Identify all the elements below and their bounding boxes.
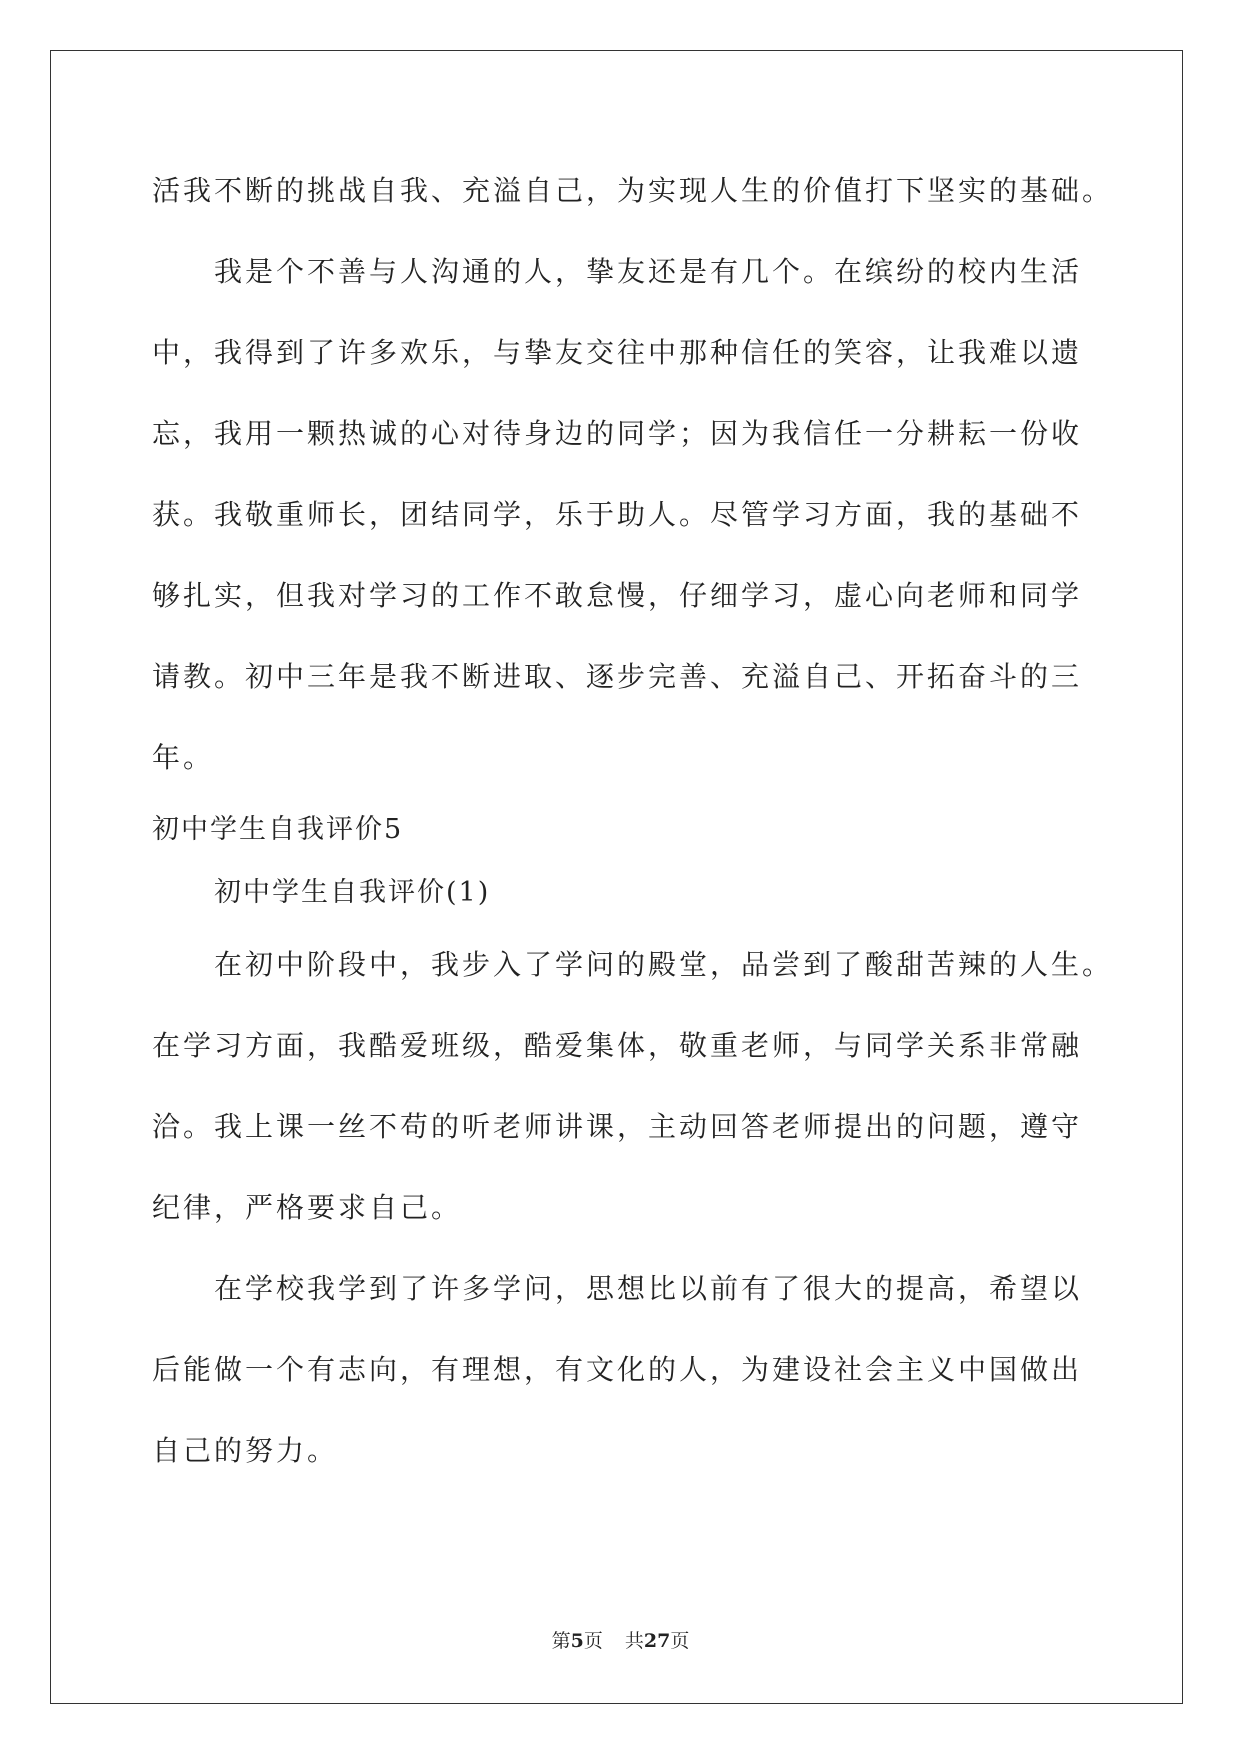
paragraph-line: 后能做一个有志向，有理想，有文化的人，为建设社会主义中国做出 [152, 1353, 1083, 1386]
paragraph-line: 在学习方面，我酷爱班级，酷爱集体，敬重老师，与同学关系非常融 [152, 1029, 1083, 1062]
total-suffix: 页 [670, 1630, 690, 1652]
paragraph [152, 924, 1114, 1248]
paragraph-line: 在学校我学到了许多学问，思想比以前有了很大的提高，希望以 [214, 1272, 1083, 1305]
paragraph [152, 1248, 1092, 1491]
paragraph-line: 纪律，严格要求自己。 [152, 1191, 463, 1224]
paragraph-line: 自己的努力。 [152, 1434, 339, 1467]
page-suffix: 页 [583, 1630, 603, 1652]
paragraph-line: 年。 [152, 741, 215, 774]
document-body [152, 150, 1114, 1491]
section-title: 初中学生自我评价5 [152, 814, 404, 845]
total-pages: 27 [643, 1630, 671, 1652]
paragraph-line: 中，我得到了许多欢乐，与挚友交往中那种信任的笑容，让我难以遗 [152, 336, 1083, 369]
paragraph-line: 获。我敬重师长，团结同学，乐于助人。尽管学习方面，我的基础不 [152, 498, 1083, 531]
paragraph-line: 忘，我用一颗热诚的心对待身边的同学；因为我信任一分耕耘一份收 [152, 417, 1083, 450]
subsection-title: 初中学生自我评价(1) [214, 877, 491, 908]
paragraph-line: 够扎实，但我对学习的工作不敢怠慢，仔细学习，虚心向老师和同学 [152, 579, 1083, 612]
paragraph-line: 在初中阶段中，我步入了学问的殿堂，品尝到了酸甜苦辣的人生。 [214, 948, 1114, 981]
page-prefix: 第 [551, 1630, 571, 1652]
paragraph-line: 请教。初中三年是我不断进取、逐步完善、充溢自己、开拓奋斗的三 [152, 660, 1083, 693]
paragraph-line: 我是个不善与人沟通的人，挚友还是有几个。在缤纷的校内生活 [214, 255, 1083, 288]
page-number: 5 [570, 1630, 584, 1652]
paragraph-line: 活我不断的挑战自我、充溢自己，为实现人生的价值打下坚实的基础。 [152, 174, 1114, 207]
page-footer [0, 1629, 1241, 1653]
paragraph [152, 150, 1114, 231]
paragraph [152, 231, 1092, 798]
total-prefix: 共 [624, 1630, 644, 1652]
paragraph-line: 洽。我上课一丝不苟的听老师讲课，主动回答老师提出的问题，遵守 [152, 1110, 1083, 1143]
